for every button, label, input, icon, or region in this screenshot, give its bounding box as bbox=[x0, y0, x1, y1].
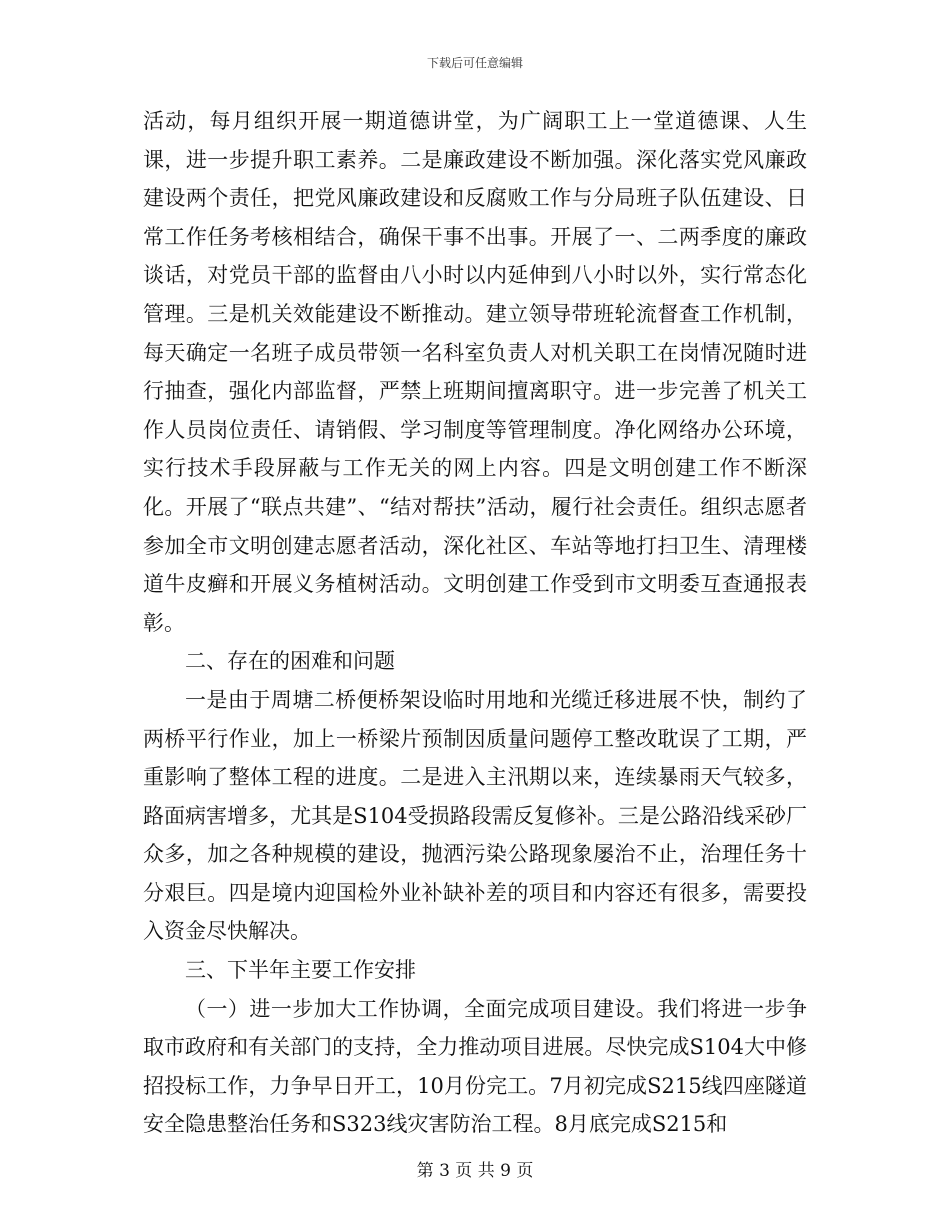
document-body bbox=[143, 102, 807, 1144]
paragraph-problems: 一是由于周塘二桥便桥架设临时用地和光缆迁移进展不快，制约了两桥平行作业，加上一桥梁片预制因质量问题停工整改耽误了工期，严重影响了整体工程的进度。二是进入主汛期以来，连续暴雨天气较多，路面病害增多，尤其是S104受损路段需反复修补。三是公路沿线采砂厂众多，加之各种规模的建设，抛洒污染公路现象屡治不止，治理任务十分艰巨。四是境内迎国检外业补缺补差的项目和内容还有很多，需要投入资金尽快解决。 bbox=[143, 687, 807, 944]
header-note: 下载后可任意编辑 bbox=[426, 56, 523, 70]
section-heading-problems: 二、存在的困难和问题 bbox=[185, 649, 395, 674]
section-heading-plan: 三、下半年主要工作安排 bbox=[185, 958, 416, 983]
paragraph-plan-item-1: （一）进一步加大工作协调，全面完成项目建设。我们将进一步争取市政府和有关部门的支持，全力推动项目进展。尽快完成S104大中修招投标工作，力争早日开工，10月份完工。7月初完成S215线四座隧道安全隐患整治任务和S323线灾害防治工程。8月底完成S215和 bbox=[143, 996, 807, 1137]
page-footer: 第 3 页 共 9 页 bbox=[416, 1161, 534, 1181]
paragraph-continuation: 活动，每月组织开展一期道德讲堂，为广阔职工上一堂道德课、人生课，进一步提升职工素养。二是廉政建设不断加强。深化落实党风廉政建设两个责任，把党风廉政建设和反腐败工作与分局班子队伍建设、日常工作任务考核相结合，确保干事不出事。开展了一、二两季度的廉政谈话，对党员干部的监督由八小时以内延伸到八小时以外，实行常态化管理。三是机关效能建设不断推动。建立领导带班轮流督查工作机制，每天确定一名班子成员带领一名科室负责人对机关职工在岗情况随时进行抽查，强化内部监督，严禁上班期间擅离职守。进一步完善了机关工作人员岗位责任、请销假、学习制度等管理制度。净化网络办公环境，实行技术手段屏蔽与工作无关的网上内容。四是文明创建工作不断深化。开展了“联点共建”、“结对帮扶”活动，履行社会责任。组织志愿者参加全市文明创建志愿者活动，深化社区、车站等地打扫卫生、清理楼道牛皮癣和开展义务植树活动。文明创建工作受到市文明委互查通报表彰。 bbox=[143, 109, 807, 635]
